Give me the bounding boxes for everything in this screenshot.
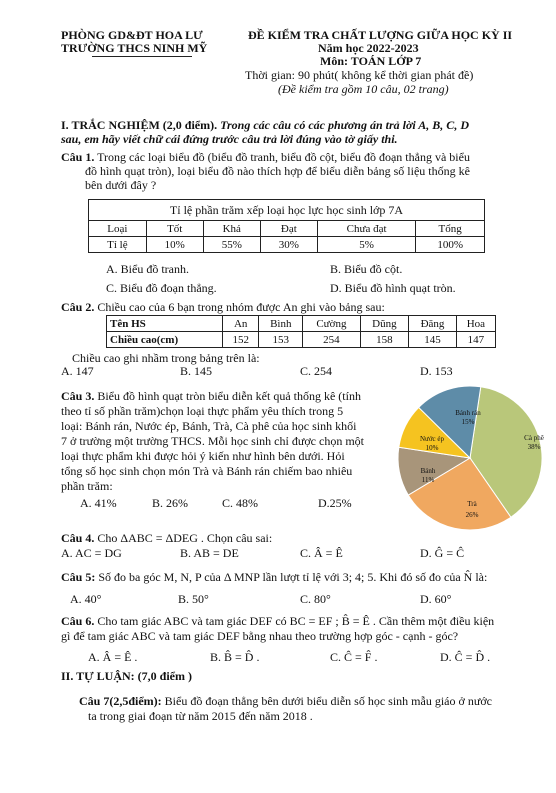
q2-line	[61, 300, 385, 315]
q3-option-a: A. 41%	[80, 496, 117, 510]
q7-label: Câu 7(2,5điểm):	[79, 694, 162, 708]
q2-label: Câu 2.	[61, 300, 95, 314]
q2-option-d: D. 153	[420, 364, 453, 378]
q6-option-d: D. Ĉ = D̂ .	[440, 650, 491, 664]
slice-name-banh: Bánh	[420, 467, 436, 475]
q2-cell: 152	[223, 332, 259, 348]
q5-label: Câu 5:	[61, 570, 96, 584]
q3-text-2: loại: Bánh rán, Nước ép, Bánh, Trà, Cà phê của học sinh khối	[61, 419, 357, 433]
q3-text-4: loại thực phẩm khi được hỏi ý kiến như hình bên dưới. Hỏi	[61, 449, 345, 463]
q2-cell: 147	[456, 332, 495, 348]
q1-text-1: Trong các loại biểu đồ (biểu đồ tranh, biểu đồ cột, biểu đồ đoạn thẳng và biểu	[97, 150, 470, 164]
q6-label: Câu 6.	[61, 614, 95, 628]
q1-cell: 10%	[146, 237, 203, 253]
q3-text-0: Biểu đồ hình quạt tròn biểu diễn kết quả thống kê (tính	[97, 389, 361, 403]
q1-label: Câu 1.	[61, 150, 95, 164]
q4-option-a: A. AC = DG	[61, 546, 122, 560]
q6-text-2: gì để tam giác ABC và tam giác DEF bằng nhau theo trường hợp góc - cạnh - góc?	[61, 629, 459, 643]
q3-option-b: B. 26%	[152, 496, 188, 510]
part1-instruction-1: Trong các câu có các phương án trả lời A, B, C, D	[220, 118, 469, 132]
q2-text: Chiều cao của 6 bạn trong nhóm được An ghi vào bảng sau:	[97, 300, 385, 314]
q2-header-cell: Hoa	[456, 316, 495, 332]
part1-instruction-2: sau, em hãy viết chữ cái đứng trước câu trả lời đúng vào tờ giấy thi.	[61, 132, 398, 146]
q4-label: Câu 4.	[61, 531, 95, 545]
part1-heading: I. TRẮC NGHIỆM (2,0 điểm).	[61, 118, 218, 132]
q1-header-cell: Tổng	[416, 221, 485, 237]
q1-cell: 100%	[416, 237, 485, 253]
q1-table	[88, 199, 485, 253]
school-year: Năm học 2022-2023	[318, 41, 419, 55]
exam-time: Thời gian: 90 phút( không kể thời gian phát đề)	[245, 68, 474, 82]
q1-header-cell: Đạt	[260, 221, 317, 237]
q1-cell: Tỉ lệ	[89, 237, 147, 253]
q1-table-title: Tỉ lệ phần trăm xếp loại học lực học sinh lớp 7A	[89, 200, 485, 221]
pie-chart	[396, 384, 544, 532]
q2-option-a: A. 147	[61, 364, 94, 378]
q1-option-a: A. Biểu đồ tranh.	[106, 262, 189, 276]
q5-line	[61, 570, 487, 585]
slice-name-banh-ran: Bánh rán	[455, 409, 481, 417]
q2-cell: Chiều cao(cm)	[107, 332, 223, 348]
q7-line-1	[79, 694, 492, 709]
q5-option-a: A. 40°	[70, 592, 102, 606]
q3-text-1: theo tỉ số phần trăm)chọn loại thực phẩm yêu thích trong 5	[61, 404, 344, 418]
q1-header-cell: Chưa đạt	[317, 221, 415, 237]
slice-name-nuoc-ep: Nước ép	[419, 435, 445, 443]
q2-header-cell: Bình	[259, 316, 303, 332]
q3-text-6: phần trăm:	[61, 479, 113, 493]
q2-option-c: C. 254	[300, 364, 333, 378]
school-underline	[92, 56, 192, 57]
school-name: TRƯỜNG THCS NINH MỸ	[61, 41, 208, 55]
q5-option-d: D. 60°	[420, 592, 452, 606]
q3-text-5: tổng số học sinh chọn món Trà và Bánh rán chiếm bao nhiêu	[61, 464, 353, 478]
q2-cell: 145	[409, 332, 457, 348]
q3-text-3: 7 ở trường một trường THCS. Mỗi học sinh chỉ được chọn một	[61, 434, 364, 448]
q1-cell: 55%	[203, 237, 260, 253]
department-name: PHÒNG GD&ĐT HOA LƯ	[61, 28, 203, 42]
subject: Môn: TOÁN LỚP 7	[320, 54, 422, 68]
q1-cell: 30%	[260, 237, 317, 253]
part2-heading: II. TỰ LUẬN: (7,0 điểm )	[61, 669, 192, 683]
slice-name-ca-phe: Cà phê	[524, 434, 544, 442]
q2-cell: 254	[303, 332, 360, 348]
q4-option-c: C. Â = Ê	[300, 546, 343, 560]
q6-option-a: A. Â = Ê .	[88, 650, 138, 664]
q6-option-b: B. B̂ = D̂ .	[210, 650, 260, 664]
q1-option-c: C. Biểu đồ đoạn thẳng.	[106, 281, 217, 295]
exam-note: (Đề kiểm tra gồm 10 câu, 02 trang)	[278, 82, 449, 96]
q3-label: Câu 3.	[61, 389, 95, 403]
slice-value-banh: 11%	[421, 476, 435, 484]
slice-value-nuoc-ep: 10%	[425, 444, 439, 452]
slice-value-tra: 26%	[465, 511, 479, 519]
table-row	[107, 316, 496, 332]
q2-header-cell: An	[223, 316, 259, 332]
q2-header-cell: Cường	[303, 316, 360, 332]
q6-text-1: Cho tam giác ABC và tam giác DEF có BC = EF ; B̂ = Ê . Cần thêm một điều kiện	[97, 614, 495, 628]
table-row	[107, 332, 496, 348]
slice-name-tra: Trà	[467, 500, 477, 508]
q2-table	[106, 315, 496, 348]
q7-text-2: ta trong giai đoạn từ năm 2015 đến năm 2018 .	[88, 709, 313, 723]
q1-header-cell: Khá	[203, 221, 260, 237]
q4-text: Cho ΔABC = ΔDEG . Chọn câu sai:	[97, 531, 273, 545]
q6-option-c: C. Ĉ = F̂ .	[330, 650, 378, 664]
q5-option-c: C. 80°	[300, 592, 331, 606]
q1-text-2: đồ hình quạt tròn), loại biểu đồ nào thích hợp để biểu diễn bảng số liệu thống kê	[85, 164, 470, 178]
q3-line-0	[61, 389, 361, 404]
q1-option-b: B. Biểu đồ cột.	[330, 262, 403, 276]
q1-header-cell: Loại	[89, 221, 147, 237]
q1-header-cell: Tốt	[146, 221, 203, 237]
q1-line-1	[61, 150, 470, 165]
q3-option-c: C. 48%	[222, 496, 258, 510]
q4-option-b: B. AB = DE	[180, 546, 239, 560]
q1-option-d: D. Biểu đồ hình quạt tròn.	[330, 281, 456, 295]
q6-line-1	[61, 614, 494, 629]
pie-slices	[398, 386, 542, 530]
q2-question: Chiều cao ghi nhầm trong bảng trên là:	[72, 351, 260, 365]
q5-text: Số đo ba góc M, N, P của Δ MNP lần lượt tỉ lệ với 3; 4; 5. Khi đó số đo của N̂ là:	[98, 570, 488, 584]
q7-text-1: Biểu đồ đoạn thẳng bên dưới biểu diễn số học sinh mẫu giáo ở nước	[164, 694, 492, 708]
q5-option-b: B. 50°	[178, 592, 209, 606]
q2-option-b: B. 145	[180, 364, 213, 378]
exam-title: ĐỀ KIỂM TRA CHẤT LƯỢNG GIỮA HỌC KỲ II	[248, 28, 513, 42]
q1-text-3: bên dưới đây ?	[85, 178, 157, 192]
q2-cell: 158	[360, 332, 409, 348]
q4-line	[61, 531, 272, 546]
q2-cell: 153	[259, 332, 303, 348]
slice-value-banh-ran: 15%	[461, 418, 475, 426]
slice-value-ca-phe: 38%	[527, 443, 541, 451]
q2-header-cell: Tên HS	[107, 316, 223, 332]
q2-header-cell: Dũng	[360, 316, 409, 332]
table-row	[89, 221, 485, 237]
q2-header-cell: Đăng	[409, 316, 457, 332]
part1-heading-line	[61, 118, 469, 133]
q1-cell: 5%	[317, 237, 415, 253]
q3-option-d: D.25%	[318, 496, 352, 510]
table-row	[89, 237, 485, 253]
q4-option-d: D. Ĝ = Ĉ	[420, 546, 465, 560]
